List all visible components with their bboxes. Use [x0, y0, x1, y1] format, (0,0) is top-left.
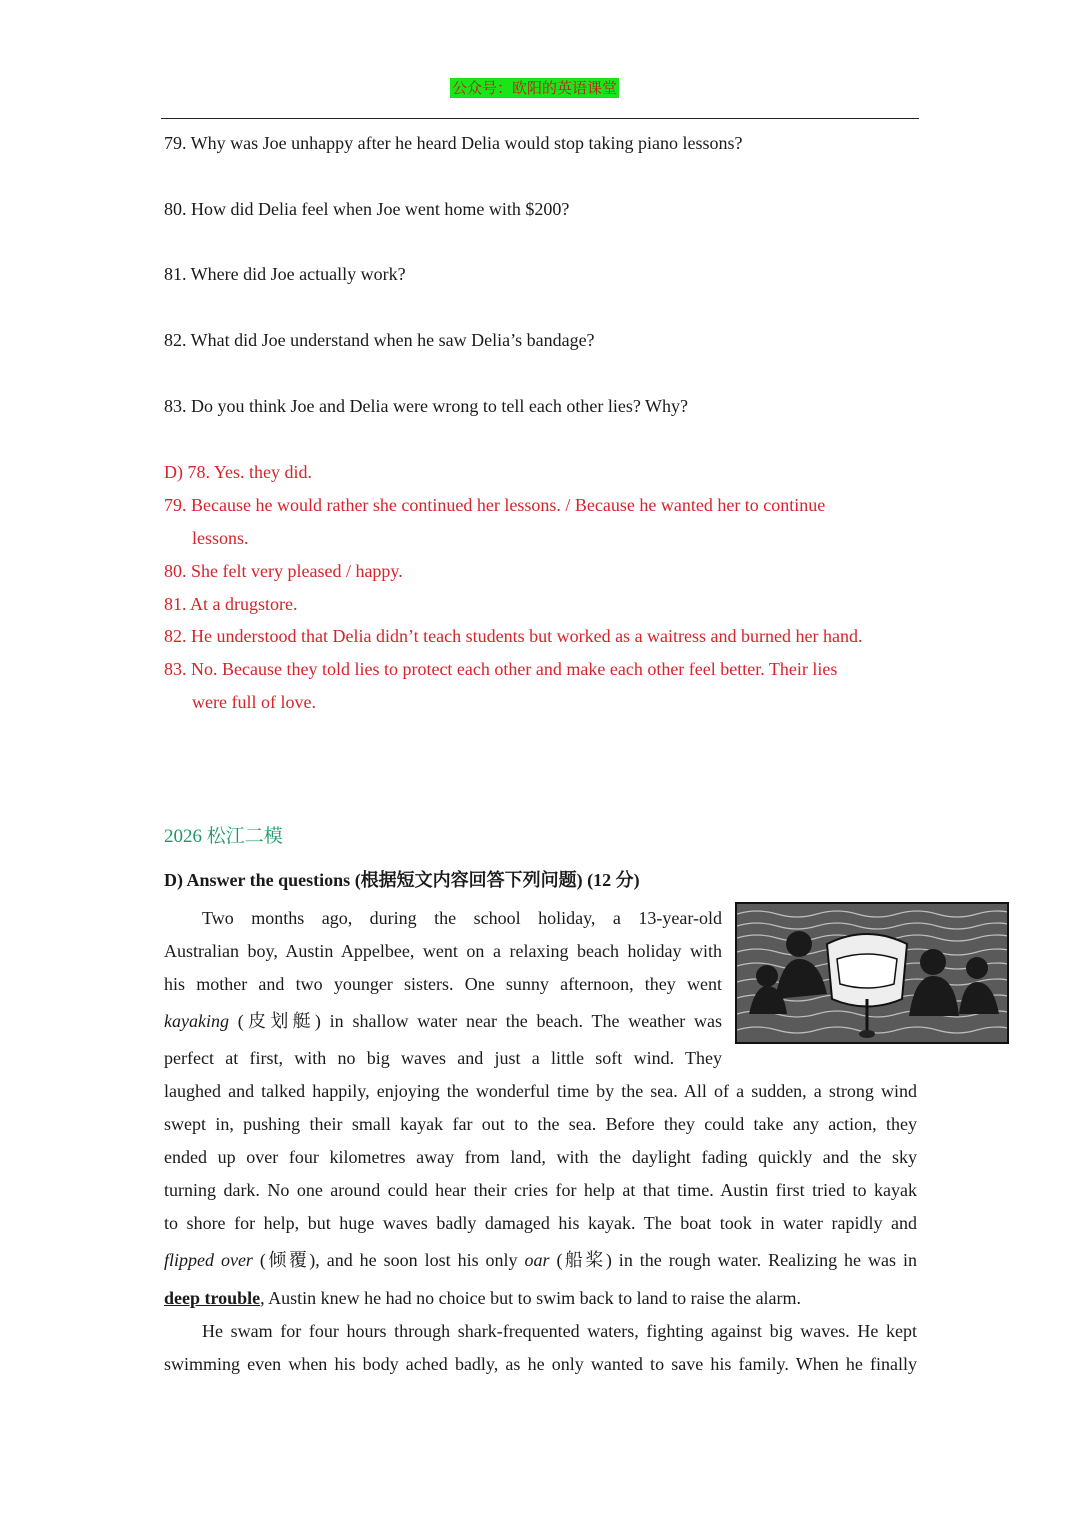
passage-line-11-mid: (倾覆), and he soon lost his only — [252, 1250, 525, 1270]
question-83: 83. Do you think Joe and Delia were wrong to tell each other lies? Why? — [164, 396, 689, 416]
passage-line-9: turning dark. No one around could hear their cries for help at that time. Austin first tried to kayak — [164, 1180, 917, 1200]
passage-line-11 — [164, 1248, 917, 1272]
answer-81: 81. At a drugstore. — [164, 594, 298, 614]
section-title: 2026 松江二模 — [164, 826, 283, 847]
italic-kayaking: kayaking — [164, 1011, 229, 1031]
passage-line-12 — [164, 1286, 801, 1310]
passage-line-11-rest: (船桨) in the rough water. Realizing he was in — [549, 1250, 917, 1270]
answer-79-line2: lessons. — [192, 528, 249, 548]
passage-line-3: his mother and two younger sisters. One sunny afternoon, they went — [164, 974, 722, 994]
passage-line-5: perfect at first, with no big waves and just a little soft wind. They — [164, 1048, 722, 1068]
passage-line-6: laughed and talked happily, enjoying the wonderful time by the sea. All of a sudden, a strong wind — [164, 1081, 917, 1101]
passage-line-12-rest: , Austin knew he had no choice but to swim back to land to raise the alarm. — [260, 1288, 802, 1308]
answer-79-line1: 79. Because he would rather she continued her lessons. / Because he wanted her to continue — [164, 495, 826, 515]
header-rule — [161, 118, 919, 119]
task-heading: D) Answer the questions (根据短文内容回答下列问题) (12 分) — [164, 870, 640, 890]
underlined-deep-trouble: deep trouble — [164, 1288, 261, 1308]
answer-83-line2: were full of love. — [192, 692, 316, 712]
passage-line-14: swimming even when his body ached badly, as he only wanted to save his family. When he finally — [164, 1354, 917, 1374]
passage-line-8: ended up over four kilometres away from land, with the daylight fading quickly and the sky — [164, 1147, 917, 1167]
passage-line-4 — [164, 1009, 722, 1033]
passage-line-4-rest: (皮划艇) in shallow water near the beach. The weather was — [228, 1011, 722, 1031]
italic-oar: oar — [524, 1250, 550, 1270]
passage-line-7: swept in, pushing their small kayak far out to the sea. Before they could take any action, they — [164, 1114, 917, 1134]
kayak-rescue-illustration — [735, 902, 1009, 1044]
answer-80: 80. She felt very pleased / happy. — [164, 561, 403, 581]
question-80: 80. How did Delia feel when Joe went home with $200? — [164, 199, 570, 219]
passage-line-1: Two months ago, during the school holiday, a 13-year-old — [202, 908, 722, 928]
header-label: 公众号：欧阳的英语课堂 — [452, 79, 618, 97]
passage-line-10: to shore for help, but huge waves badly damaged his kayak. The boat took in water rapidly and — [164, 1213, 917, 1233]
answer-82: 82. He understood that Delia didn’t teach students but worked as a waitress and burned her hand. — [164, 626, 863, 646]
question-81: 81. Where did Joe actually work? — [164, 264, 406, 284]
answer-78: D) 78. Yes. they did. — [164, 462, 313, 482]
italic-flipped-over: flipped over — [164, 1250, 253, 1270]
answer-83-line1: 83. No. Because they told lies to protect each other and make each other feel better. Their lies — [164, 659, 838, 679]
passage-line-2: Australian boy, Austin Appelbee, went on a relaxing beach holiday with — [164, 941, 722, 961]
question-79: 79. Why was Joe unhappy after he heard Delia would stop taking piano lessons? — [164, 133, 743, 153]
kayak-rescue-drawing — [737, 904, 1007, 1042]
question-82: 82. What did Joe understand when he saw Delia’s bandage? — [164, 330, 595, 350]
passage-line-13: He swam for four hours through shark-frequented waters, fighting against big waves. He kept — [202, 1321, 917, 1341]
